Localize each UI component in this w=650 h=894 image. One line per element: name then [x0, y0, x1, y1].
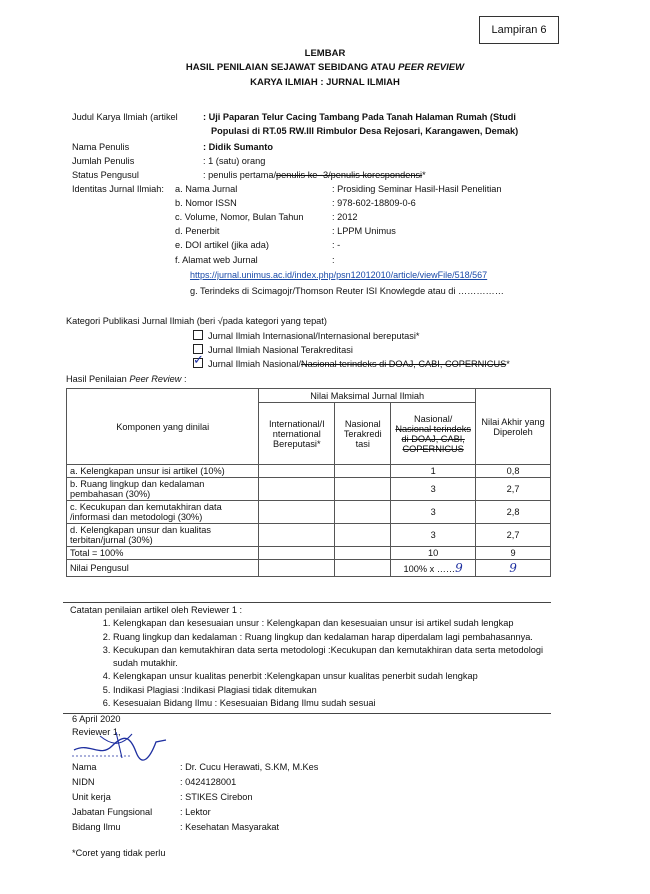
jurnal-item-e-label: e. DOI artikel (jika ada) — [175, 240, 269, 250]
jurnal-item-b-label: b. Nomor ISSN — [175, 198, 237, 208]
jumlah-label: Jumlah Penulis — [72, 156, 135, 166]
kategori-option-nasional[interactable] — [193, 353, 510, 369]
status-label: Status Pengusul — [72, 170, 139, 180]
table-row — [67, 524, 551, 547]
kategori-option-terakreditasi-label: Jurnal Ilmiah Nasional Terakreditasi — [208, 345, 353, 355]
signer-unit-value: : STIKES Cirebon — [180, 792, 253, 802]
table-row-pengusul — [67, 560, 551, 577]
jurnal-item-d-value: : LPPM Unimus — [332, 226, 396, 236]
jurnal-item-d-label: d. Penerbit — [175, 226, 220, 236]
pengusul-maks — [391, 560, 476, 577]
table-row — [67, 478, 551, 501]
header-nasional-strike: Nasional terindeks di DOAJ, CABI, COPERNICUS — [395, 423, 471, 454]
header-nasional — [391, 403, 476, 465]
header-nilai-maksimal: Nilai Maksimal Jurnal Ilmiah — [259, 389, 476, 403]
catatan-heading: Catatan penilaian artikel oleh Reviewer 1 : — [70, 605, 243, 615]
catatan-list — [63, 617, 551, 710]
nilai-table — [66, 388, 551, 577]
signer-nidn-value: : 0424128001 — [180, 777, 237, 787]
table-row — [67, 465, 551, 478]
hasil-heading-pre: Hasil Penilaian — [66, 374, 130, 384]
row-a-komponen: a. Kelengkapan unsur isi artikel (10%) — [67, 465, 259, 478]
judul-value-1: : Uji Paparan Telur Cacing Tambang Pada Tanah Halaman Rumah (Studi — [203, 112, 516, 122]
catatan-item: 5. Indikasi Plagiasi :Indikasi Plagiasi tidak ditemukan — [113, 684, 551, 697]
total-maks: 10 — [391, 547, 476, 560]
review-date: 6 April 2020 — [72, 714, 121, 724]
status-value-post: * — [422, 170, 426, 180]
pengusul-label: Nilai Pengusul — [67, 560, 259, 577]
identitas-label: Identitas Jurnal Ilmiah: — [72, 184, 164, 194]
status-value-strike: penulis ke -3/penulis korespondensi — [276, 170, 423, 180]
catatan-item: 6. Kesesuaian Bidang Ilmu : Kesesuaian Bidang Ilmu sudah sesuai — [113, 697, 551, 710]
pengusul-akhir: 9 — [476, 560, 551, 577]
table-row — [67, 501, 551, 524]
jurnal-item-c-label: c. Volume, Nomor, Bulan Tahun — [175, 212, 304, 222]
checkbox-nasional[interactable] — [193, 353, 204, 368]
signer-nama-label: Nama — [72, 762, 97, 772]
title-line-1: LEMBAR — [304, 48, 346, 59]
jurnal-item-a-label: a. Nama Jurnal — [175, 184, 238, 194]
signature-image — [70, 728, 180, 762]
pengusul-maks-handwritten: 9 — [455, 561, 463, 575]
kategori-option-nasional-post: * — [506, 359, 510, 369]
kategori-option-nasional-strike: Nasional terindeks di DOAJ, CABI, COPERNICUS — [300, 359, 507, 369]
jurnal-item-c-value: : 2012 — [332, 212, 358, 222]
reviewer-label: Reviewer 1, — [72, 727, 121, 737]
header-komponen: Komponen yang dinilai — [67, 389, 259, 465]
row-c-maks: 3 — [391, 501, 476, 524]
row-d-maks: 3 — [391, 524, 476, 547]
signer-unit-label: Unit kerja — [72, 792, 111, 802]
signer-nama-value: : Dr. Cucu Herawati, S.KM, M.Kes — [180, 762, 319, 772]
total-akhir: 9 — [476, 547, 551, 560]
hasil-heading — [66, 374, 187, 384]
lampiran-label: Lampiran 6 — [491, 24, 547, 36]
catatan-item: 1. Kelengkapan dan kesesuaian unsur : Kelengkapan dan kesesuaian unsur isi artikel sudah lengkap — [113, 617, 551, 630]
row-b-komponen: b. Ruang lingkup dan kedalaman pembahasan (30%) — [67, 478, 259, 501]
jurnal-item-b-value: : 978-602-18809-0-6 — [332, 198, 416, 208]
pengusul-maks-text: 100% x …… — [403, 564, 456, 574]
catatan-section — [63, 602, 551, 714]
catatan-item: 2. Ruang lingkup dan kedalaman : Ruang lingkup dan kedalaman harap diperdalam lagi pembahasannya. — [113, 631, 551, 644]
row-c-komponen: c. Kecukupan dan kemutakhiran data /informasi dan metodologi (30%) — [67, 501, 259, 524]
judul-label: Judul Karya Ilmiah (artikel — [72, 112, 178, 122]
footnote: *Coret yang tidak perlu — [72, 848, 166, 858]
kategori-heading: Kategori Publikasi Jurnal Ilmiah (beri √pada kategori yang tepat) — [66, 316, 327, 326]
hasil-heading-post: : — [181, 374, 187, 384]
signer-nidn-label: NIDN — [72, 777, 95, 787]
kategori-option-international[interactable] — [193, 330, 419, 341]
jumlah-value: : 1 (satu) orang — [203, 156, 266, 166]
kategori-option-terakreditasi[interactable] — [193, 344, 353, 355]
title-line-2-italic: PEER REVIEW — [398, 62, 465, 73]
jurnal-item-f-label: f. Alamat web Jurnal — [175, 255, 258, 265]
jurnal-item-e-value: : - — [332, 240, 341, 250]
row-b-maks: 3 — [391, 478, 476, 501]
title-line-2-text: HASIL PENILAIAN SEJAWAT SEBIDANG ATAU — [185, 62, 399, 73]
check-mark-icon: ✓ — [193, 353, 204, 368]
status-value — [203, 170, 426, 180]
header-international: International/I nternational Bereputasi* — [259, 403, 335, 465]
row-a-maks: 1 — [391, 465, 476, 478]
hasil-heading-italic: Peer Review — [129, 374, 182, 384]
kategori-option-nasional-label: Jurnal Ilmiah Nasional/ — [208, 359, 301, 369]
terindeks-text: g. Terindeks di Scimagojr/Thomson Reuter ISI Knowlegde atau di …………… — [190, 286, 504, 296]
row-b-akhir: 2,7 — [476, 478, 551, 501]
catatan-item: 4. Kelengkapan unsur kualitas penerbit :Kelengkapan unsur kualitas penerbit sudah lengkap — [113, 670, 551, 683]
signer-jabatan-value: : Lektor — [180, 807, 211, 817]
jurnal-url-link[interactable]: https://jurnal.unimus.ac.id/index.php/psn12012010/article/viewFile/518/567 — [190, 270, 488, 280]
catatan-item: 3. Kecukupan dan kemutakhiran data serta metodologi :Kecukupan dan kemutakhiran data serta metodologi sudah mutakhir. — [113, 644, 551, 669]
jurnal-item-a-value: : Prosiding Seminar Hasil-Hasil Penelitian — [332, 184, 502, 194]
nama-label: Nama Penulis — [72, 142, 130, 152]
row-d-akhir: 2,7 — [476, 524, 551, 547]
table-row-total — [67, 547, 551, 560]
signer-jabatan-label: Jabatan Fungsional — [72, 807, 153, 817]
title-line-3: KARYA ILMIAH : JURNAL ILMIAH — [250, 77, 400, 88]
judul-value-2: Populasi di RT.05 RW.III Rimbulor Desa Rejosari, Karangawen, Demak) — [211, 126, 519, 136]
header-nilai-akhir: Nilai Akhir yang Diperoleh — [476, 389, 551, 465]
header-nasional-pre: Nasional/ — [414, 413, 453, 424]
row-c-akhir: 2,8 — [476, 501, 551, 524]
title-line-2 — [0, 62, 650, 73]
signer-bidang-label: Bidang Ilmu — [72, 822, 121, 832]
total-label: Total = 100% — [67, 547, 259, 560]
kategori-option-international-label: Jurnal Ilmiah Internasional/Internasional bereputasi* — [208, 331, 420, 341]
status-value-pre: : penulis pertama/ — [203, 170, 277, 180]
signer-bidang-value: : Kesehatan Masyarakat — [180, 822, 280, 832]
row-a-akhir: 0,8 — [476, 465, 551, 478]
header-nasional-terakreditasi: Nasional Terakredi tasi — [335, 403, 391, 465]
nama-value: : Didik Sumanto — [203, 142, 273, 152]
jurnal-item-f-value: : — [332, 255, 335, 265]
row-d-komponen: d. Kelengkapan unsur dan kualitas terbitan/jurnal (30%) — [67, 524, 259, 547]
lampiran-box — [479, 16, 559, 44]
checkbox-international[interactable] — [193, 330, 203, 340]
